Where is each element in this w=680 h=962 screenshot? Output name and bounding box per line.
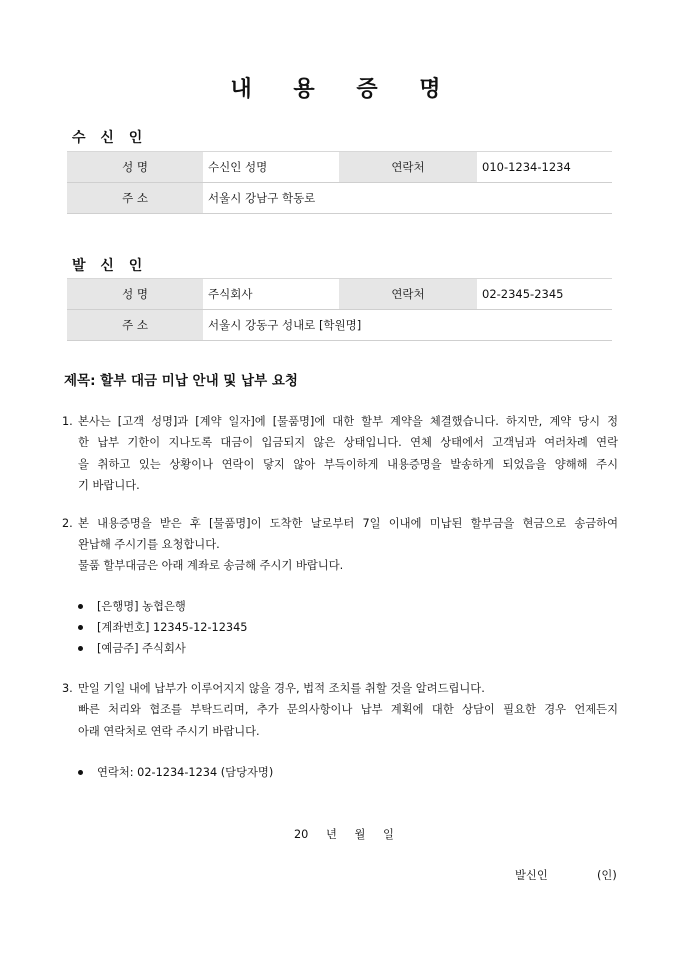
recipient-name-value: 수신인 성명 bbox=[203, 152, 339, 183]
document-title: 내 용 증 명 bbox=[230, 77, 458, 102]
seal-mark: (인) bbox=[597, 869, 617, 882]
paragraph-number: 3. bbox=[62, 682, 73, 695]
paragraph-text: 기 바랍니다. bbox=[78, 478, 140, 492]
paragraph-line bbox=[62, 432, 618, 453]
subject-heading: 제목: 할부 대금 미납 안내 및 납부 요청 bbox=[64, 373, 298, 389]
bullet-dot-icon bbox=[78, 646, 83, 651]
sender-section-title: 발 신 인 bbox=[72, 258, 148, 274]
paragraph-number: 1. bbox=[62, 415, 73, 428]
paragraph-line bbox=[62, 699, 618, 720]
recipient-contact-value: 010-1234-1234 bbox=[477, 152, 612, 183]
sender-address-value: 서울시 강동구 성내로 [학원명] bbox=[203, 310, 612, 341]
paragraph-line bbox=[62, 534, 618, 555]
paragraph-text: 아래 연락처로 연락 주시기 바랍니다. bbox=[78, 724, 260, 738]
paragraph-3 bbox=[62, 678, 618, 742]
paragraph-1 bbox=[62, 411, 618, 496]
paragraph-line bbox=[62, 513, 618, 534]
recipient-row-name bbox=[67, 152, 612, 183]
recipient-table bbox=[67, 151, 612, 214]
sender-signature-label: 발신인 bbox=[515, 869, 548, 882]
bullet-item: [계좌번호] 12345-12-12345 bbox=[78, 617, 247, 638]
recipient-section-title: 수 신 인 bbox=[72, 130, 148, 146]
date-line: 20 년 월 일 bbox=[294, 828, 394, 841]
sender-contact-label: 연락처 bbox=[339, 279, 477, 310]
paragraph-text: 만일 기일 내에 납부가 이루어지지 않을 경우, 법적 조치를 취할 것을 알려드립니다. bbox=[78, 682, 485, 695]
recipient-name-label: 성 명 bbox=[67, 152, 203, 183]
paragraph-line bbox=[62, 678, 618, 699]
sender-name-value: 주식회사 bbox=[203, 279, 339, 310]
bullet-dot-icon bbox=[78, 625, 83, 630]
paragraph-line bbox=[62, 411, 618, 432]
paragraph-line bbox=[62, 721, 618, 742]
paragraph-number: 2. bbox=[62, 517, 73, 530]
paragraph-text: 본 내용증명을 받은 후 [물품명]이 도착한 날로부터 7일 이내에 미납된 할부금을 현금으로 송금하여 bbox=[78, 517, 618, 530]
sender-row-name bbox=[67, 279, 612, 310]
recipient-row-address bbox=[67, 183, 612, 214]
paragraph-2 bbox=[62, 513, 618, 556]
bullet-dot-icon bbox=[78, 770, 83, 775]
recipient-address-label: 주 소 bbox=[67, 183, 203, 214]
recipient-address-value: 서울시 강남구 학동로 bbox=[203, 183, 612, 214]
sender-name-label: 성 명 bbox=[67, 279, 203, 310]
paragraph-text: 본사는 [고객 성명]과 [계약 일자]에 [물품명]에 대한 할부 계약을 체결했습니다. 하지만, 계약 당시 정 bbox=[78, 415, 618, 428]
bullet-item: 연락처: 02-1234-1234 (담당자명) bbox=[78, 762, 273, 783]
paragraph-line bbox=[62, 454, 618, 475]
paragraph-line bbox=[62, 475, 618, 496]
transfer-instruction: 물품 할부대금은 아래 계좌로 송금해 주시기 바랍니다. bbox=[78, 559, 344, 572]
recipient-contact-label: 연락처 bbox=[339, 152, 477, 183]
bullet-item: [은행명] 농협은행 bbox=[78, 596, 247, 617]
paragraph-text: 한 납부 기한이 지나도록 대금이 입금되지 않은 상태입니다. 연체 상태에서 고객님과 여러차례 연락 bbox=[78, 436, 618, 450]
paragraph-text: 완납해 주시기를 요청합니다. bbox=[78, 538, 220, 552]
contact-bullet-list bbox=[78, 762, 273, 783]
sender-row-address bbox=[67, 310, 612, 341]
account-bullet-list bbox=[78, 596, 247, 659]
sender-table bbox=[67, 278, 612, 341]
sender-contact-value: 02-2345-2345 bbox=[477, 279, 612, 310]
bullet-dot-icon bbox=[78, 604, 83, 609]
bullet-item: [예금주] 주식회사 bbox=[78, 638, 247, 659]
sender-address-label: 주 소 bbox=[67, 310, 203, 341]
paragraph-text: 을 취하고 있는 상황이나 연락이 닿지 않아 부득이하게 내용증명을 발송하게 되었음을 양해해 주시 bbox=[78, 457, 618, 471]
paragraph-text: 빠른 처리와 협조를 부탁드리며, 추가 문의사항이나 납부 계획에 대한 상담이 필요한 경우 언제든지 bbox=[78, 703, 618, 717]
